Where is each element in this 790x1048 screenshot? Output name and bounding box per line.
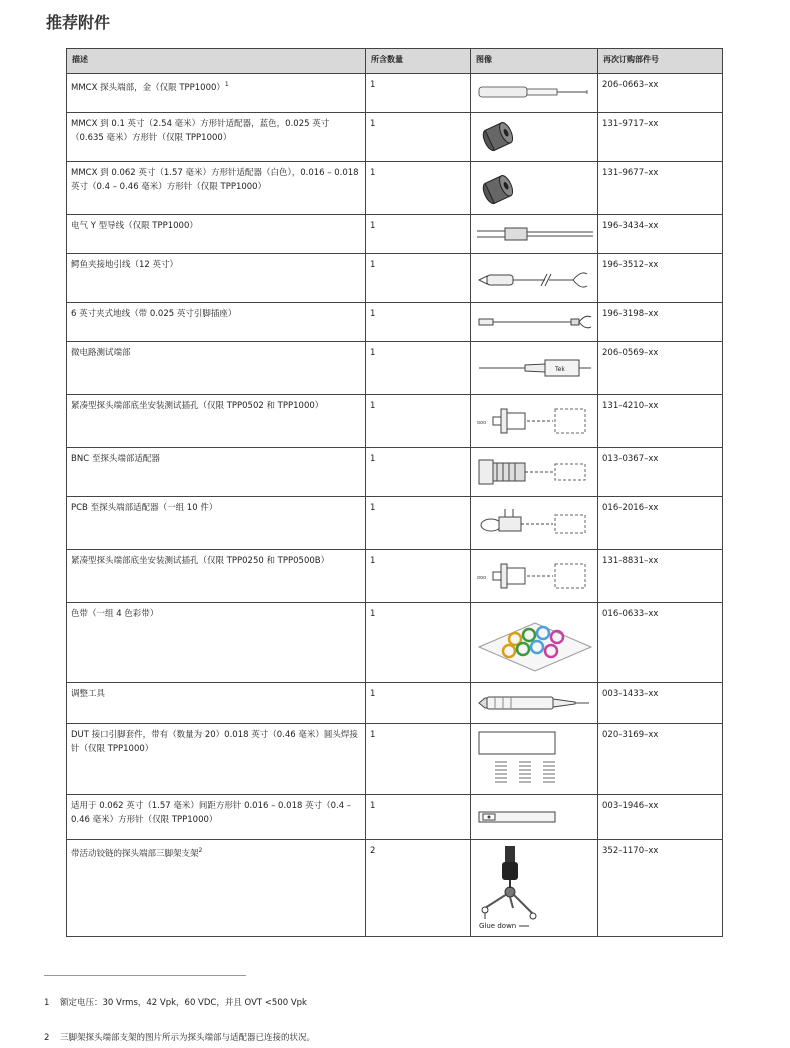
svg-text:ooo: ooo — [477, 420, 487, 426]
row-quantity: 2 — [366, 840, 471, 937]
row-part-number: 003–1946–xx — [598, 795, 723, 840]
row-part-number: 131–9717–xx — [598, 113, 723, 162]
table-row — [67, 448, 723, 497]
svg-text:ooo: ooo — [477, 575, 487, 581]
clip-ground-lead-icon — [475, 307, 595, 337]
table-row — [67, 395, 723, 448]
table-row — [67, 162, 723, 215]
pcb-adapter-icon — [475, 501, 595, 545]
test-jack-icon — [475, 399, 595, 443]
alligator-ground-lead-icon — [475, 258, 595, 298]
table-row — [67, 254, 723, 303]
row-quantity: 1 — [366, 215, 471, 254]
row-quantity: 1 — [366, 683, 471, 724]
row-description: MMCX 到 0.1 英寸（2.54 毫米）方形针适配器，蓝色，0.025 英寸（0.635 毫米）方形针（仅限 TPP1000） — [67, 113, 366, 162]
row-part-number: 206–0663–xx — [598, 74, 723, 113]
test-jack-icon — [475, 554, 595, 598]
row-part-number: 196–3198–xx — [598, 303, 723, 342]
table-row — [67, 303, 723, 342]
row-description: 电气 Y 型导线（仅限 TPP1000） — [67, 215, 366, 254]
row-description: MMCX 到 0.062 英寸（1.57 毫米）方形针适配器（白色），0.016 – 0.018 英寸（0.4 – 0.46 毫米）方形针（仅限 TPP1000） — [67, 162, 366, 215]
row-part-number: 020–3169–xx — [598, 724, 723, 795]
row-description: 紧凑型探头端部底坐安装测试插孔（仅限 TPP0250 和 TPP0500B） — [67, 550, 366, 603]
y-lead-icon — [475, 219, 595, 249]
pin-tool-icon — [475, 799, 595, 835]
row-quantity: 1 — [366, 795, 471, 840]
row-quantity: 1 — [366, 724, 471, 795]
table-row — [67, 603, 723, 683]
row-part-number: 013–0367–xx — [598, 448, 723, 497]
row-part-number: 131–9677–xx — [598, 162, 723, 215]
row-quantity: 1 — [366, 254, 471, 303]
row-part-number: 016–2016–xx — [598, 497, 723, 550]
mmcx-tip-icon — [475, 78, 595, 108]
footnote-divider — [44, 975, 246, 976]
table-row — [67, 497, 723, 550]
row-description: 鳄鱼夹接地引线（12 英寸） — [67, 254, 366, 303]
row-description: 调整工具 — [67, 683, 366, 724]
header-image: 图像 — [471, 49, 598, 74]
row-part-number: 206–0569–xx — [598, 342, 723, 395]
row-quantity: 1 — [366, 162, 471, 215]
table-row — [67, 113, 723, 162]
color-bands-icon — [475, 607, 595, 677]
accessories-table — [66, 48, 723, 937]
page-title: 推荐附件 — [46, 13, 111, 32]
footnote: 1 额定电压：30 Vrms，42 Vpk，60 VDC，并且 OVT <500 Vpk — [44, 998, 307, 1008]
row-part-number: 131–8831–xx — [598, 550, 723, 603]
square-pin-adapter-icon — [475, 117, 595, 157]
row-quantity: 1 — [366, 74, 471, 113]
microcircuit-tip-icon — [475, 346, 595, 390]
table-header-row — [67, 49, 723, 74]
row-quantity: 1 — [366, 113, 471, 162]
row-description: 紧凑型探头端部底坐安装测试插孔（仅限 TPP0502 和 TPP1000） — [67, 395, 366, 448]
solder-pins-kit-icon — [475, 728, 595, 790]
row-quantity: 1 — [366, 395, 471, 448]
row-description: BNC 至探头端部适配器 — [67, 448, 366, 497]
row-part-number: 131–4210–xx — [598, 395, 723, 448]
adjustment-tool-icon — [475, 687, 595, 719]
row-quantity: 1 — [366, 497, 471, 550]
row-description: MMCX 探头端部，金（仅限 TPP1000）$^1$ — [67, 74, 366, 113]
glue-down-label: Glue down — [479, 922, 517, 930]
table-row — [67, 795, 723, 840]
header-description: 描述 — [67, 49, 366, 74]
row-part-number: 003–1433–xx — [598, 683, 723, 724]
header-part-number: 再次订购部件号 — [598, 49, 723, 74]
table-row — [67, 74, 723, 113]
row-description: 6 英寸夹式地线（带 0.025 英寸引脚插座） — [67, 303, 366, 342]
row-quantity: 1 — [366, 550, 471, 603]
row-part-number: 352–1170–xx — [598, 840, 723, 937]
row-description: 适用于 0.062 英寸（1.57 毫米）间距方形针 0.016 – 0.018 英寸（0.4 – 0.46 毫米）方形针（仅限 TPP1000） — [67, 795, 366, 840]
table-row — [67, 840, 723, 937]
row-quantity: 1 — [366, 603, 471, 683]
table-row — [67, 215, 723, 254]
footnote: 2 三脚架探头端部支架的图片所示为探头端部与适配器已连接的状况。 — [44, 1033, 316, 1043]
table-row — [67, 724, 723, 795]
row-description: 色带（一组 4 色彩带） — [67, 603, 366, 683]
bnc-adapter-icon — [475, 452, 595, 492]
row-quantity: 1 — [366, 303, 471, 342]
table-row — [67, 342, 723, 395]
row-description: DUT 接口引脚套件，带有（数量为 20）0.018 英寸（0.46 毫米）圆头焊接针（仅限 TPP1000） — [67, 724, 366, 795]
row-part-number: 196–3512–xx — [598, 254, 723, 303]
row-part-number: 196–3434–xx — [598, 215, 723, 254]
tripod-holder-icon — [475, 844, 595, 932]
row-description: PCB 至探头端部适配器（一组 10 件） — [67, 497, 366, 550]
row-quantity: 1 — [366, 448, 471, 497]
svg-text:Tek: Tek — [555, 366, 565, 373]
table-row — [67, 683, 723, 724]
row-part-number: 016–0633–xx — [598, 603, 723, 683]
header-quantity: 所含数量 — [366, 49, 471, 74]
row-description: 带活动铰链的探头端部三脚架支架$^2$ — [67, 840, 366, 937]
table-row — [67, 550, 723, 603]
square-pin-adapter-icon — [475, 166, 595, 210]
row-quantity: 1 — [366, 342, 471, 395]
row-description: 微电路测试端部 — [67, 342, 366, 395]
